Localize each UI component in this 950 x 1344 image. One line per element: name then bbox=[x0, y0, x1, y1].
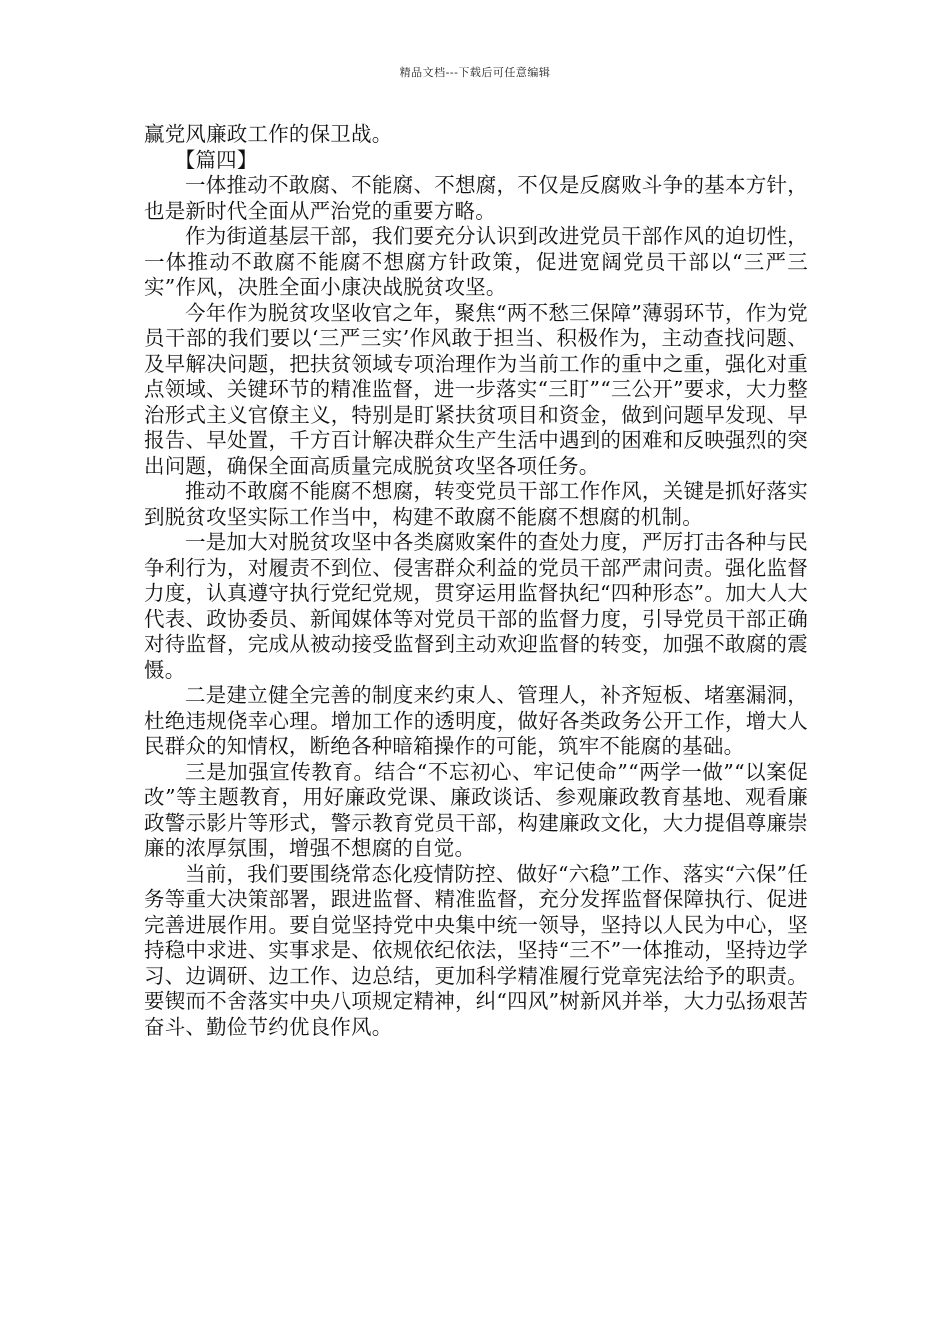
paragraph: 今年作为脱贫攻坚收官之年，聚焦“两不愁三保障”薄弱环节，作为党员干部的我们要以‘三严三实’作风敢于担当、积极作为，主动查找问题、及早解决问题，把扶贫领域专项治理作为当前工作的重中之重，强化对重点领域、关键环节的精准监督，进一步落实“三盯”“三公开”要求，大力整治形式主义官僚主义，特别是盯紧扶贫项目和资金，做到问题早发现、早报告、早处置，千方百计解决群众生产生活中遇到的困难和反映强烈的突出问题，确保全面高质量完成脱贫攻坚各项任务。 bbox=[144, 300, 808, 478]
paragraph: 推动不敢腐不能腐不想腐，转变党员干部工作作风，关键是抓好落实到脱贫攻坚实际工作当中，构建不敢腐不能腐不想腐的机制。 bbox=[144, 479, 808, 529]
page-header: 精品文档---下载后可任意编辑 bbox=[399, 66, 551, 79]
paragraph: 一体推动不敢腐、不能腐、不想腐，不仅是反腐败斗争的基本方针，也是新时代全面从严治党的重要方略。 bbox=[144, 173, 808, 223]
paragraph: 三是加强宣传教育。结合“不忘初心、牢记使命”“两学一做”“以案促改”等主题教育，用好廉政党课、廉政谈话、参观廉政教育基地、观看廉政警示影片等形式，警示教育党员干部，构建廉政文化，大力提倡尊廉崇廉的浓厚氛围，增强不想腐的自觉。 bbox=[144, 759, 808, 860]
section-title: 【篇四】 bbox=[174, 147, 258, 172]
paragraph: 当前，我们要围绕常态化疫情防控、做好“六稳”工作、落实“六保”任务等重大决策部署，跟进监督、精准监督，充分发挥监督保障执行、促进完善进展作用。要自觉坚持党中央集中统一领导，坚持以人民为中心，坚持稳中求进、实事求是、依规依纪依法，坚持“三不”一体推动，坚持边学习、边调研、边工作、边总结，更加科学精准履行党章宪法给予的职责。要锲而不舍落实中央八项规定精神，纠“四风”树新风并举，大力弘扬艰苦奋斗、勤俭节约优良作风。 bbox=[144, 861, 808, 1039]
paragraph: 作为街道基层干部，我们要充分认识到改进党员干部作风的迫切性，一体推动不敢腐不能腐不想腐方针政策，促进宽阔党员干部以“三严三实”作风，决胜全面小康决战脱贫攻坚。 bbox=[144, 224, 808, 299]
paragraph-continuation: 赢党风廉政工作的保卫战。 bbox=[144, 122, 393, 146]
document-body bbox=[144, 122, 808, 1040]
paragraph: 一是加大对脱贫攻坚中各类腐败案件的查处力度，严厉打击各种与民争利行为，对履责不到位、侵害群众利益的党员干部严肃问责。强化监督力度，认真遵守执行党纪党规，贯穿运用监督执纪“四种形态”。加大人大代表、政协委员、新闻媒体等对党员干部的监督力度，引导党员干部正确对待监督，完成从被动接受监督到主动欢迎监督的转变，加强不敢腐的震慑。 bbox=[144, 530, 808, 682]
paragraph: 二是建立健全完善的制度来约束人、管理人，补齐短板、堵塞漏洞，杜绝违规侥幸心理。增加工作的透明度，做好各类政务公开工作，增大人民群众的知情权，断绝各种暗箱操作的可能，筑牢不能腐的基础。 bbox=[144, 683, 808, 758]
